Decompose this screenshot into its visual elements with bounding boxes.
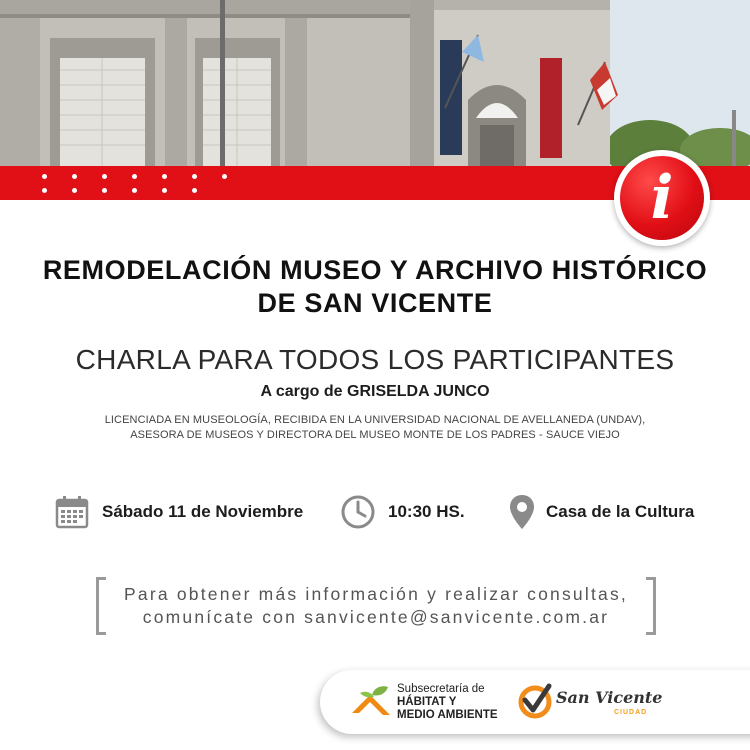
title-line-1: REMODELACIÓN MUSEO Y ARCHIVO HISTÓRICO [42,255,708,285]
event-time-text: 10:30 HS. [388,502,465,521]
subsecretaria-line-2: HÁBITAT Y [397,696,457,708]
page-title [0,254,750,320]
san-vicente-logo-icon [515,680,555,720]
event-place [504,492,694,532]
contact-line-2: comunícate con sanvicente@sanvicente.com.ar [142,607,610,627]
location-pin-icon [504,494,540,530]
decorative-dots [40,172,240,196]
event-place-text: Casa de la Cultura [546,502,695,521]
subsecretaria-line-3: MEDIO AMBIENTE [397,709,498,721]
contact-box [96,577,656,635]
subsecretaria-text [397,683,507,722]
description-line-2: ASESORA DE MUSEOS Y DIRECTORA DEL MUSEO MONTE DE LOS PADRES - SAUCE VIEJO [130,429,620,441]
san-vicente-sub: CIUDAD [614,709,648,716]
contact-line-1: Para obtener más información y realizar consultas, [124,584,628,604]
speaker-name: A cargo de GRISELDA JUNCO [260,383,490,400]
clock-icon [340,494,376,530]
contact-text [96,583,656,629]
event-date [54,492,303,532]
info-letter: i [650,163,674,233]
title-line-2: DE SAN VICENTE [257,288,493,318]
calendar-icon [54,494,90,530]
event-subtitle: CHARLA PARA TODOS LOS PARTICIPANTES [75,344,675,375]
san-vicente-name: San Vicente [556,688,663,707]
description-line-1: LICENCIADA EN MUSEOLOGÍA, RECIBIDA EN LA UNIVERSIDAD NACIONAL DE AVELLANEDA (UNDAV), [104,414,646,426]
speaker-description [0,413,750,443]
info-icon [614,150,710,246]
subsecretaria-line-1: Subsecretaría de [397,683,485,695]
museum-photo [0,0,750,168]
event-time [340,492,465,532]
event-date-text: Sábado 11 de Noviembre [102,502,304,521]
